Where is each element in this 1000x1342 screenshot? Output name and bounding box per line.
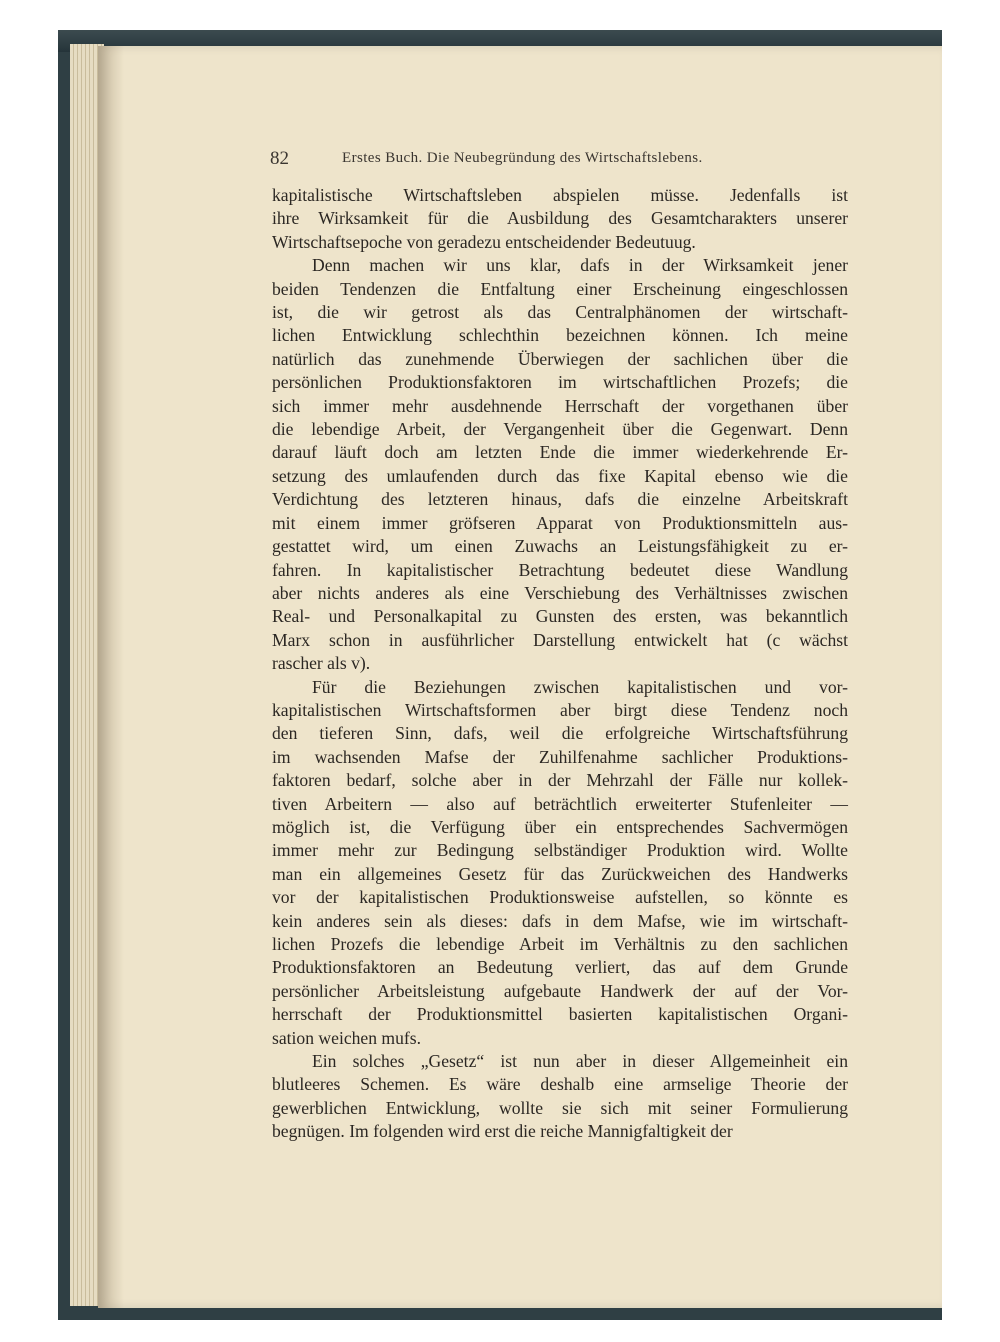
text-line: aber nichts anderes als eine Verschiebung des Verhältnisses zwischen xyxy=(272,582,848,603)
text-line: persönlicher Arbeitsleistung aufgebaute Handwerk der auf der Vor- xyxy=(272,980,848,1001)
text-line: herrschaft der Produktionsmittel basierten kapitalistischen Organi- xyxy=(272,1004,848,1025)
text-line: Verdichtung des letzteren hinaus, dafs die einzelne Arbeitskraft xyxy=(272,489,848,510)
paragraph xyxy=(272,184,848,254)
text-line: sation weichen mufs. xyxy=(272,1027,422,1048)
text-line: ist, die wir getrost als das Centralphänomen der wirtschaft- xyxy=(272,302,848,323)
text-line: fahren. In kapitalistischer Betrachtung bedeutet diese Wandlung xyxy=(272,559,848,580)
body-text xyxy=(272,184,848,1144)
text-line: beiden Tendenzen die Entfaltung einer Erscheinung eingeschlossen xyxy=(272,278,848,299)
text-line: kapitalistische Wirtschaftsleben abspielen müsse. Jedenfalls ist xyxy=(272,185,848,205)
text-line: man ein allgemeines Gesetz für das Zurückweichen des Handwerks xyxy=(272,863,848,884)
text-line: rascher als v). xyxy=(272,653,371,674)
text-line: Marx schon in ausführlicher Darstellung entwickelt hat (c wächst xyxy=(272,629,848,650)
text-line: setzung des umlaufenden durch das fixe Kapital ebenso wie die xyxy=(272,465,848,486)
text-line: immer mehr zur Bedingung selbständiger Produktion wird. Wollte xyxy=(272,840,848,861)
text-line: Wirtschaftsepoche von geradezu entscheidender Bedeutuug. xyxy=(272,231,696,252)
text-line: lichen Entwicklung schlechthin bezeichnen können. Ich meine xyxy=(272,325,848,346)
text-line: sich immer mehr ausdehnende Herrschaft der vorgethanen über xyxy=(272,395,848,416)
text-line: Produktionsfaktoren an Bedeutung verliert, das auf dem Grunde xyxy=(272,957,848,978)
text-line: Für die Beziehungen zwischen kapitalistischen und vor- xyxy=(312,676,848,697)
text-line: tiven Arbeitern — also auf beträchtlich erweiterter Stufenleiter — xyxy=(272,793,848,814)
page-gutter-shadow xyxy=(98,46,124,1308)
text-line: gewerblichen Entwicklung, wollte sie sich mit seiner Formulierung xyxy=(272,1097,848,1118)
text-line: begnügen. Im folgenden wird erst die reiche Mannigfaltigkeit der xyxy=(272,1121,733,1142)
text-line: kein anderes sein als dieses: dafs in dem Mafse, wie im wirtschaft- xyxy=(272,910,848,931)
paragraph xyxy=(272,676,848,1051)
text-line: mit einem immer gröfseren Apparat von Produktionsmitteln aus- xyxy=(272,512,848,533)
page-number: 82 xyxy=(270,148,289,169)
text-line: lichen Prozefs die lebendige Arbeit im Verhältnis zu den sachlichen xyxy=(272,934,848,954)
text-line: Real- und Personalkapital zu Gunsten des ersten, was bekanntlich xyxy=(272,606,848,627)
text-line: gestattet wird, um einen Zuwachs an Leistungsfähigkeit zu er- xyxy=(272,536,848,557)
text-line: im wachsenden Mafse der Zuhilfenahme sachlicher Produktions- xyxy=(272,746,848,767)
text-line: den tieferen Sinn, dafs, weil die erfolgreiche Wirtschaftsführung xyxy=(272,723,848,744)
text-line: Ein solches „Gesetz“ ist nun aber in dieser Allgemeinheit ein xyxy=(312,1051,848,1072)
text-line: ihre Wirksamkeit für die Ausbildung des Gesamtcharakters unserer xyxy=(272,208,848,229)
text-line: kapitalistischen Wirtschaftsformen aber birgt diese Tendenz noch xyxy=(272,699,848,720)
text-line: vor der kapitalistischen Produktionsweise aufstellen, so könnte es xyxy=(272,887,848,908)
paragraph xyxy=(272,1050,848,1144)
paragraph xyxy=(272,254,848,675)
running-head: Erstes Buch. Die Neubegründung des Wirtschaftslebens. xyxy=(342,150,703,166)
text-line: Denn machen wir uns klar, dafs in der Wirksamkeit jener xyxy=(312,255,848,276)
text-line: faktoren bedarf, solche aber in der Mehrzahl der Fälle nur kollek- xyxy=(272,770,848,791)
text-line: persönlichen Produktionsfaktoren im wirtschaftlichen Prozefs; die xyxy=(272,372,848,393)
page-header xyxy=(270,148,848,170)
text-line: möglich ist, die Verfügung über ein entsprechendes Sachvermögen xyxy=(272,816,848,837)
text-line: blutleeres Schemen. Es wäre deshalb eine armselige Theorie der xyxy=(272,1074,848,1095)
text-line: natürlich das zunehmende Überwiegen der sachlichen über die xyxy=(272,348,848,369)
text-line: darauf läuft doch am letzten Ende die immer wiederkehrende Er- xyxy=(272,442,848,463)
text-line: die lebendige Arbeit, der Vergangenheit über die Gegenwart. Denn xyxy=(272,419,848,440)
